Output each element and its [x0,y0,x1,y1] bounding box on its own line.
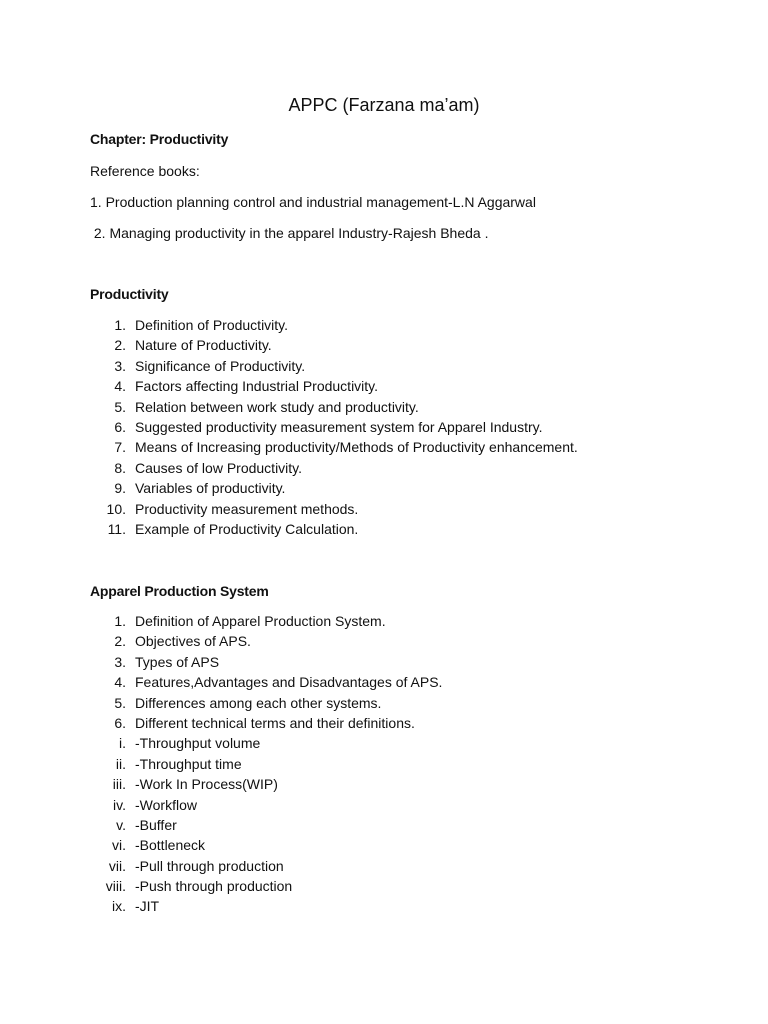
list-text: Objectives of APS. [135,633,251,650]
list-number: 11. [107,520,126,537]
list-number: iii. [112,776,126,793]
list-text: -Bottleneck [135,837,206,854]
list-number: 4. [114,378,126,395]
list-number: iv. [113,796,126,813]
list-number: 3. [114,357,126,374]
list-text: Causes of low Productivity. [135,459,303,476]
list-number: 2. [114,633,126,650]
list-number: 9. [114,480,126,497]
list-text: -Throughput volume [135,735,261,752]
list-text: Types of APS [135,653,220,670]
list-text: Productivity measurement methods. [135,500,359,517]
document-title: APPC (Farzana ma’am) [288,95,480,115]
list-number: 2. [114,337,126,354]
list-text: Differences among each other systems. [135,694,382,711]
list-number: 1. [114,317,126,333]
list-text: Definition of Productivity. [135,317,289,333]
list-text: Different technical terms and their definitions. [135,714,415,731]
list-number: v. [116,816,126,833]
list-number: 3. [114,653,126,670]
list-text: -Pull through production [135,857,284,874]
chapter-heading: Chapter: Productivity [90,131,229,147]
list-text: Variables of productivity. [135,480,286,497]
list-number: 6. [114,714,126,731]
list-number: 8. [114,459,126,476]
list-number: vii. [108,857,126,874]
list-text: -JIT [135,898,160,915]
list-text: Factors affecting Industrial Productivity. [135,378,379,395]
list-text: Means of Increasing productivity/Methods of Productivity enhancement. [135,439,578,456]
reference-item: 2. Managing productivity in the apparel Industry-Rajesh Bheda . [90,225,489,241]
reference-item: 1. Production planning control and industrial management-L.N Aggarwal [90,194,536,210]
list-text: Features,Advantages and Disadvantages of APS. [135,674,443,691]
list-text: -Throughput time [135,755,242,772]
list-text: Significance of Productivity. [135,357,306,374]
list-text: -Buffer [135,816,177,833]
list-number: 7. [114,439,126,456]
list-text: Nature of Productivity. [135,337,272,354]
list-text: -Push through production [135,878,293,895]
list-number: 5. [114,398,126,415]
list-number: 6. [114,418,126,435]
list-number: vi. [112,837,126,854]
list-number: 4. [114,674,126,691]
list-number: ii. [115,755,126,772]
reference-heading: Reference books: [90,163,200,179]
list-text: Definition of Apparel Production System. [135,613,386,629]
list-number: 1. [114,613,126,629]
list-text: -Workflow [135,796,197,813]
list-number: 5. [114,694,126,711]
list-text: -Work In Process(WIP) [135,776,278,793]
list-text: Suggested productivity measurement system for Apparel Industry. [135,418,543,435]
list-text: Relation between work study and productivity. [135,398,419,415]
aps-heading: Apparel Production System [90,583,269,599]
productivity-heading: Productivity [90,286,169,302]
list-number: viii. [105,878,126,895]
list-number: i. [119,735,126,752]
list-number: 10. [106,500,126,517]
list-number: ix. [112,898,126,915]
list-text: Example of Productivity Calculation. [135,520,359,537]
